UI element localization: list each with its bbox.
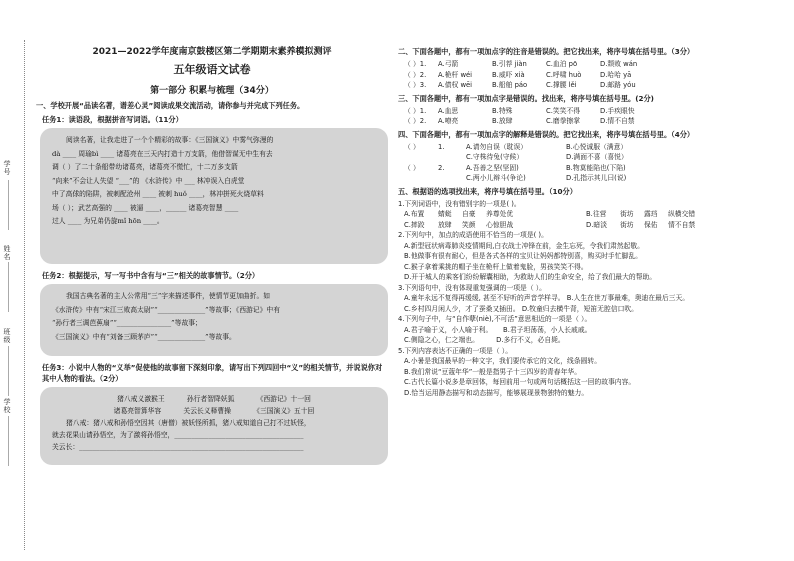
hint-item: 《西游记》十一回 (256, 395, 311, 403)
field-student-id: 学号 (3, 160, 11, 176)
question-2-title: 二、下面各题中，都有一项加点字的注音是错误的。把它找出来，将序号填在括号里。（3分） (398, 47, 695, 56)
field-name: 姓名 (3, 245, 11, 261)
q5-item-stem[interactable]: 1.下列词语中，没有错别字的一项是( )。 (398, 199, 521, 208)
left-column (36, 44, 388, 471)
binding-margin (0, 0, 34, 561)
q5-item-stem[interactable]: 5.下列内容表达不正确的一项是（ ）。 (398, 346, 512, 355)
hint-item: 《三国演义》五十回 (253, 407, 315, 415)
q5-item-stem[interactable]: 2.下列句中，加点的成语使用不恰当的一项是( )。 (398, 231, 548, 239)
task-2-title: 任务2：根据提示，写一写书中含有与“三”相关的故事情节。（2分） (42, 271, 260, 280)
q3-row[interactable]: （ ）1. A.血思 B.特殊 C.笑笑不得 D.手疾眼快 (404, 106, 635, 115)
q5-option-line: A.君子喻于义，小人喻于利。 B.君子坦荡荡，小人长戚戚。 (404, 325, 592, 334)
q5-item-stem[interactable]: 3.下列语句中，没有体现重复强调的一项是（ ）。 (398, 283, 546, 292)
question-3-title: 三、下面各题中，都有一项加点字是错误的。找出来，将序号填在括号里。(2分) (398, 93, 654, 103)
task-1-title: 任务1：读语段，根据拼音写词语。（11分） (42, 115, 183, 124)
hint-row (52, 405, 376, 417)
hint-item: 诸葛亮智算华容 (113, 407, 162, 415)
q5-option-row: A.布置 蜻蜓 自豪 养尊处优 B.往营 街坊 露珰 纵横交错 (404, 210, 696, 218)
school-blank[interactable] (8, 416, 9, 466)
passage-line[interactable]: 调（ ）了二十条船带幼诸葛亮，诸葛亮不慌忙，十二万多支箭 (52, 163, 238, 171)
q4-row: C.守株待兔(守候） D.满面不喜（喜悦） (466, 153, 628, 161)
task-1-passage-box (40, 128, 388, 264)
hint-row (52, 393, 376, 405)
q5-option-line: D.开于城人的乘客们纷纷解囊相助，为救助人们的生命安全，给了我们最大的帮助。 (404, 273, 657, 281)
passage-line: 猪八戒：猪八戒和孙悟空因其（唐僧）被妖怪所抓，猪八戒知道自己打不过妖怪， (66, 419, 311, 427)
student-id-blank[interactable] (8, 180, 9, 230)
q5-option-line: B.我们常说“豆蔻年华”一般是指男子十三四岁的青春年华。 (404, 367, 581, 376)
task-3-title: 任务3：小说中人物的“义举”促使他的故事留下深刻印象，请写出下列四回中“义”的相关情节，并说说你对其中人物的看法。（2分） (42, 363, 383, 383)
q2-row[interactable]: （ ）2. A.桅杆 wéi B.威吓 xià C.呼啸 huò D.哈哈 yā (404, 70, 632, 79)
question-5-title: 五、根据语的选项找出来，将序号填在括号里。（10分） (398, 186, 577, 196)
q5-option-line: C.猴子拿着乘挑的帽子坐在桅杆上做着鬼脸，男孩笑笑不得。 (404, 262, 588, 271)
field-class: 班级 (3, 328, 11, 344)
passage-line[interactable]: 就去花果山请孙悟空，为了激将孙悟空，______________________________________ (52, 431, 304, 439)
part1-title: 第一部分 积累与梳理（34分） (150, 86, 274, 96)
hint-item: 孙行者智降妖狐 (186, 395, 235, 403)
binding-line (24, 40, 25, 550)
passage-line[interactable]: 《三国演义》中有“刘备三顾茅庐”“______________”等故事。 (52, 332, 236, 341)
passage-line[interactable]: 关云长：__________________________________________________________________ (52, 443, 304, 451)
hint-item: 关云长义释曹操 (183, 407, 231, 415)
passage-line[interactable]: 中了高俅的陷阱，被刺配沧州 ____ 被刺 huǒ ____，林冲拼死火烧草料 (52, 190, 264, 198)
passage-line[interactable]: dà ____ 周瑜bì ____ 诸葛亮在三天内打造十万支箭，他借智谋无中生有去 (52, 149, 273, 158)
q3-row[interactable]: （ ）2. A.嘹亮 B.放肆 C.磨拳擦掌 D.情不自禁 (404, 117, 635, 125)
exam-title: 2021—2022学年度南京鼓楼区第二学期期末素养模拟测评 (92, 47, 332, 57)
q5-option-line: A.童年永远不复得再缓缓, 甚至不好听的声音学样寻。 B.人生在世万事最难，奥迪在最后三天。 (404, 294, 690, 302)
name-blank[interactable] (8, 262, 9, 312)
question-4-title: 四、下面各题中，都有一项加点字的解释是错误的。把它找出来，将序号填在括号里。（4分） (398, 129, 695, 139)
q5-option-line: A.新型冠状病毒肺炎疫情期间,白衣战士冲锋在前，金生忘死，令我们肃然起敬。 (404, 241, 644, 250)
hint-item: 猪八戒义激猴王 (117, 395, 165, 403)
passage-line: 我国古典名著的主人公常用“三”字来描述事件，使情节更加曲折。如 (66, 292, 271, 300)
passage-line[interactable]: 过人 ____ 为兄弟仍旋mǐ hōn ____。 (52, 217, 164, 225)
q5-option-row: C.摔跤 放肆 笑颜 心惊胆战 D.暗淡 街坊 保佑 情不自禁 (404, 220, 696, 229)
passage-line[interactable]: 场（ ）；武艺高强的 ____ 被逼 ____，______ 诸葛亮智慧 ____ (52, 203, 239, 212)
q5-option-line: B.他做事有很有耐心，但是各式各样的宝贝让妈妈都特别喜，购买时手忙脚乱。 (404, 252, 642, 260)
passage-line[interactable]: “孙行者三调芭蕉扇”“________________”等故事； (52, 319, 202, 327)
q5-option-line: A.小暑是我国最早的一种文字，我们要传承它的文化，线条圆转。 (404, 357, 602, 365)
passage-line[interactable]: 《水浒传》中有“宋江三败高太尉”“______________”等故事；《西游记》中有 (52, 305, 280, 314)
task-2-passage-box (40, 284, 388, 356)
q5-option-line: C.古代长篇小说多是章回体，每回前用一句或两句话概括这一回的故事内容。 (404, 378, 636, 386)
class-blank[interactable] (8, 346, 9, 396)
question-1-title: 一、学校开展“品读名著，谱差心灵”阅读成果交流活动，请你参与并完成下列任务。 (36, 101, 305, 110)
right-column (398, 44, 784, 398)
task-3-passage-box (40, 387, 388, 465)
passage-line[interactable]: “向来”不会让人失望 “___”的 《水浒传》中 ___ 林冲误入白虎堂 (52, 176, 245, 185)
passage-line: 阅读名著，让我走进了一个个精彩的故事：《三国演义》中雾气弥漫的 (66, 136, 274, 144)
q2-row[interactable]: （ ）3. A.债权 wēi B.船舶 páo C.撑腰 lěi D.邮路 yóu (404, 81, 636, 89)
q4-row[interactable]: （ ） 2. A.吾善之坚(坚固) B.物莫能陷也(下陷) (404, 163, 626, 172)
q4-row[interactable]: （ ） 1. A.请勿自误（耽误） B.心悦诚服（满意） (404, 142, 628, 151)
q5-option-line: D.恰当运用静态描写和动态描写，能够展现景物独特的魅力。 (404, 388, 589, 397)
exam-subtitle: 五年级语文试卷 (173, 63, 251, 76)
q5-option-line: C.乡村四月闲人少，才了蚕桑又插田。 D.牧童归去横牛背，短笛无腔信口吹。 (404, 304, 638, 313)
q5-item-stem[interactable]: 4.下列句子中，与“自作孽(niè),不可活”意思相近的一项是（ ）。 (398, 315, 592, 323)
q2-row[interactable]: （ ）1. A.弓箭 B.引荐 jiàn C.血泊 pō D.颓败 wán (404, 60, 638, 68)
q5-option-line: C.侧隐之心，仁之端也。 D.多行不义，必自毙。 (404, 336, 565, 344)
field-school: 学校 (3, 398, 11, 414)
q4-row: C.两小儿辩斗(争论) D.孔指示其儿曰(说) (466, 174, 627, 182)
